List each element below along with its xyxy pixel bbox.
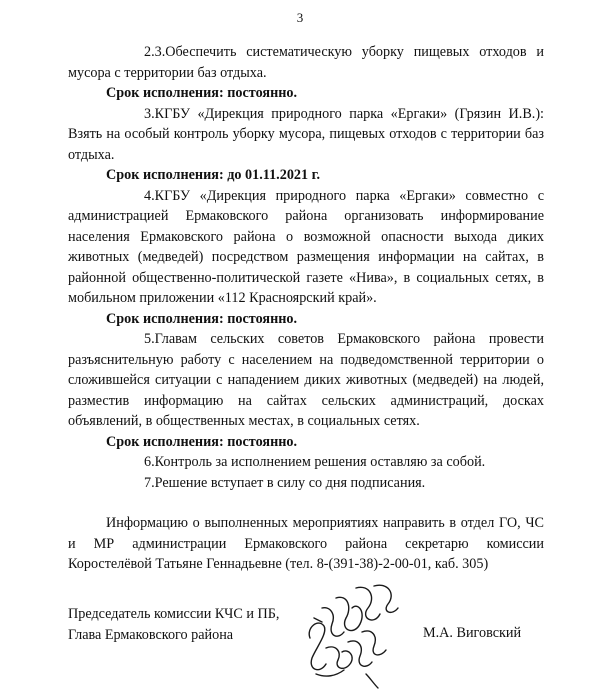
item-number: 7.: [144, 474, 155, 491]
signatory-position-line-2: Глава Ермаковского района: [68, 626, 234, 643]
item-7: [68, 473, 544, 494]
item-number: 2.3.: [144, 44, 166, 60]
item-text: Главам сельских советов Ермаковского района провести разъяснительную работу с населением на подведомственной территории о сложившейся ситуации с нападением диких животных (медведей) на людей, разместив информацию на сайтах сельских администраций, досках объявлений, в общественных местах, в социальных сетях.: [68, 331, 544, 429]
deadline: Срок исполнения: до 01.11.2021 г.: [106, 167, 321, 183]
item-text: КГБУ «Дирекция природного парка «Ергаки» (Грязин И.В.): Взять на особый контроль уборку мусора, пищевых отходов с территории баз отдыха.: [68, 105, 544, 163]
item-number: 6.: [144, 454, 155, 470]
item-text: Контроль за исполнением решения оставляю за собой.: [154, 454, 486, 470]
signatory-name: М.А. Виговский: [423, 625, 522, 641]
item-3: [68, 104, 544, 166]
signatory-title: [68, 604, 279, 645]
decision-body: [68, 42, 544, 575]
info-paragraph: Информацию о выполненных мероприятиях направить в отдел ГО, ЧС и МР администрации Ермаковского района секретарю комиссии Коростелёвой Татьяне Геннадьевне (тел. 8-(391-38)-2-00-01, каб. 305): [68, 515, 544, 572]
deadline: Срок исполнения: постоянно.: [106, 433, 298, 450]
page-number: 3: [296, 10, 304, 25]
item-text: Обеспечить систематическую уборку пищевых отходов и мусора с территории баз отдыха.: [68, 44, 544, 81]
deadline: Срок исполнения: постоянно.: [106, 310, 298, 327]
deadline: Срок исполнения: постоянно.: [106, 85, 298, 101]
handwritten-signature: [296, 578, 404, 692]
item-number: 4.: [144, 187, 155, 204]
item-6: [68, 452, 544, 473]
item-4: [68, 186, 544, 309]
item-number: 5.: [144, 331, 155, 347]
spacer: [68, 493, 544, 513]
item-5: [68, 329, 544, 432]
item-2-3: [68, 42, 544, 83]
signatory-position-line-1: Председатель комиссии КЧС и ПБ,: [68, 606, 280, 622]
item-text: КГБУ «Дирекция природного парка «Ергаки» совместно с администрацией Ермаковского района организовать информирование населения Ермаковского района о возможной опасности выхода диких животных (медведей) посредством размещения информации на сайтах, в районной общественно-политической газете «Нива», в социальных сетях, в мобильном приложении «112 Красноярский край».: [68, 187, 544, 306]
item-text: Решение вступает в силу со дня подписания.: [154, 474, 426, 491]
item-number: 3.: [144, 105, 155, 122]
